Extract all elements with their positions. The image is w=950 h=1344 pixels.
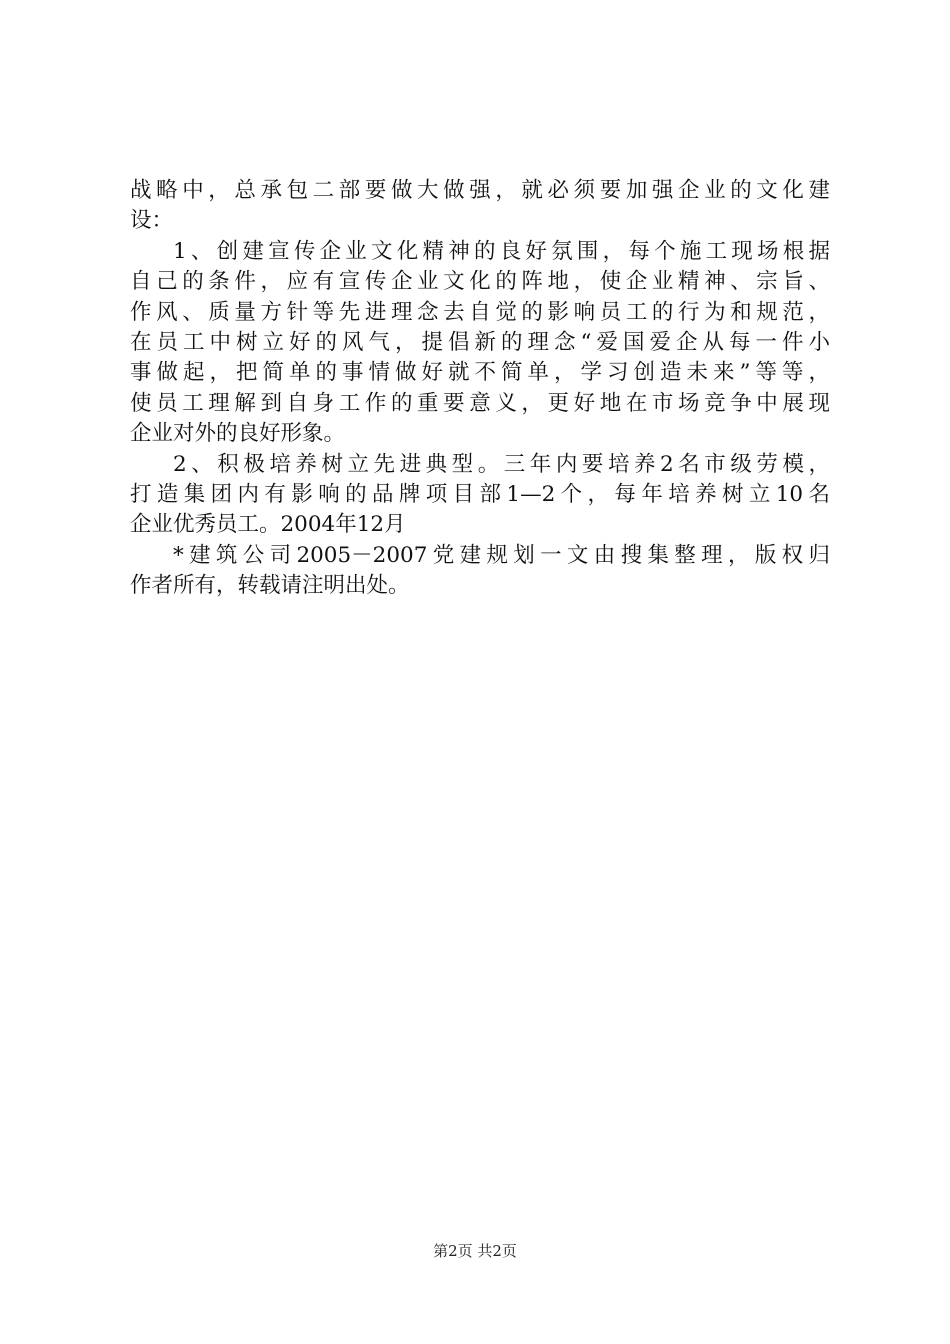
text-line: 在员工中树立好的风气，提倡新的理念“爱国爱企从每一件小 xyxy=(130,329,830,355)
text-line: 打造集团内有影响的品牌项目部1—2个，每年培养树立10名 xyxy=(130,481,830,507)
text-line: 2、积极培养树立先进典型。三年内要培养2名市级劳模， xyxy=(173,451,830,477)
text-line: 战略中，总承包二部要做大做强，就必须要加强企业的文化建 xyxy=(130,178,830,203)
text-line: 自己的条件，应有宣传企业文化的阵地，使企业精神、宗旨、 xyxy=(130,269,830,295)
text-line: 设： xyxy=(130,208,174,234)
text-line: 企业对外的良好形象。 xyxy=(130,421,346,447)
document-body xyxy=(130,176,830,601)
text-line: 事做起，把简单的事情做好就不简单，学习创造未来”等等， xyxy=(130,360,830,386)
page-number: 第2页 共2页 xyxy=(433,1242,517,1260)
text-line: 作风、质量方针等先进理念去自觉的影响员工的行为和规范， xyxy=(130,299,830,325)
text-line: *建筑公司2005－2007党建规划一文由搜集整理，版权归 xyxy=(173,542,830,568)
text-line: 企业优秀员工。2004年12月 xyxy=(130,512,406,538)
text-line: 使员工理解到自身工作的重要意义，更好地在市场竞争中展现 xyxy=(130,390,830,416)
text-line: 作者所有，转载请注明出处。 xyxy=(130,573,410,599)
text-line: 1、创建宣传企业文化精神的良好氛围，每个施工现场根据 xyxy=(173,238,830,264)
